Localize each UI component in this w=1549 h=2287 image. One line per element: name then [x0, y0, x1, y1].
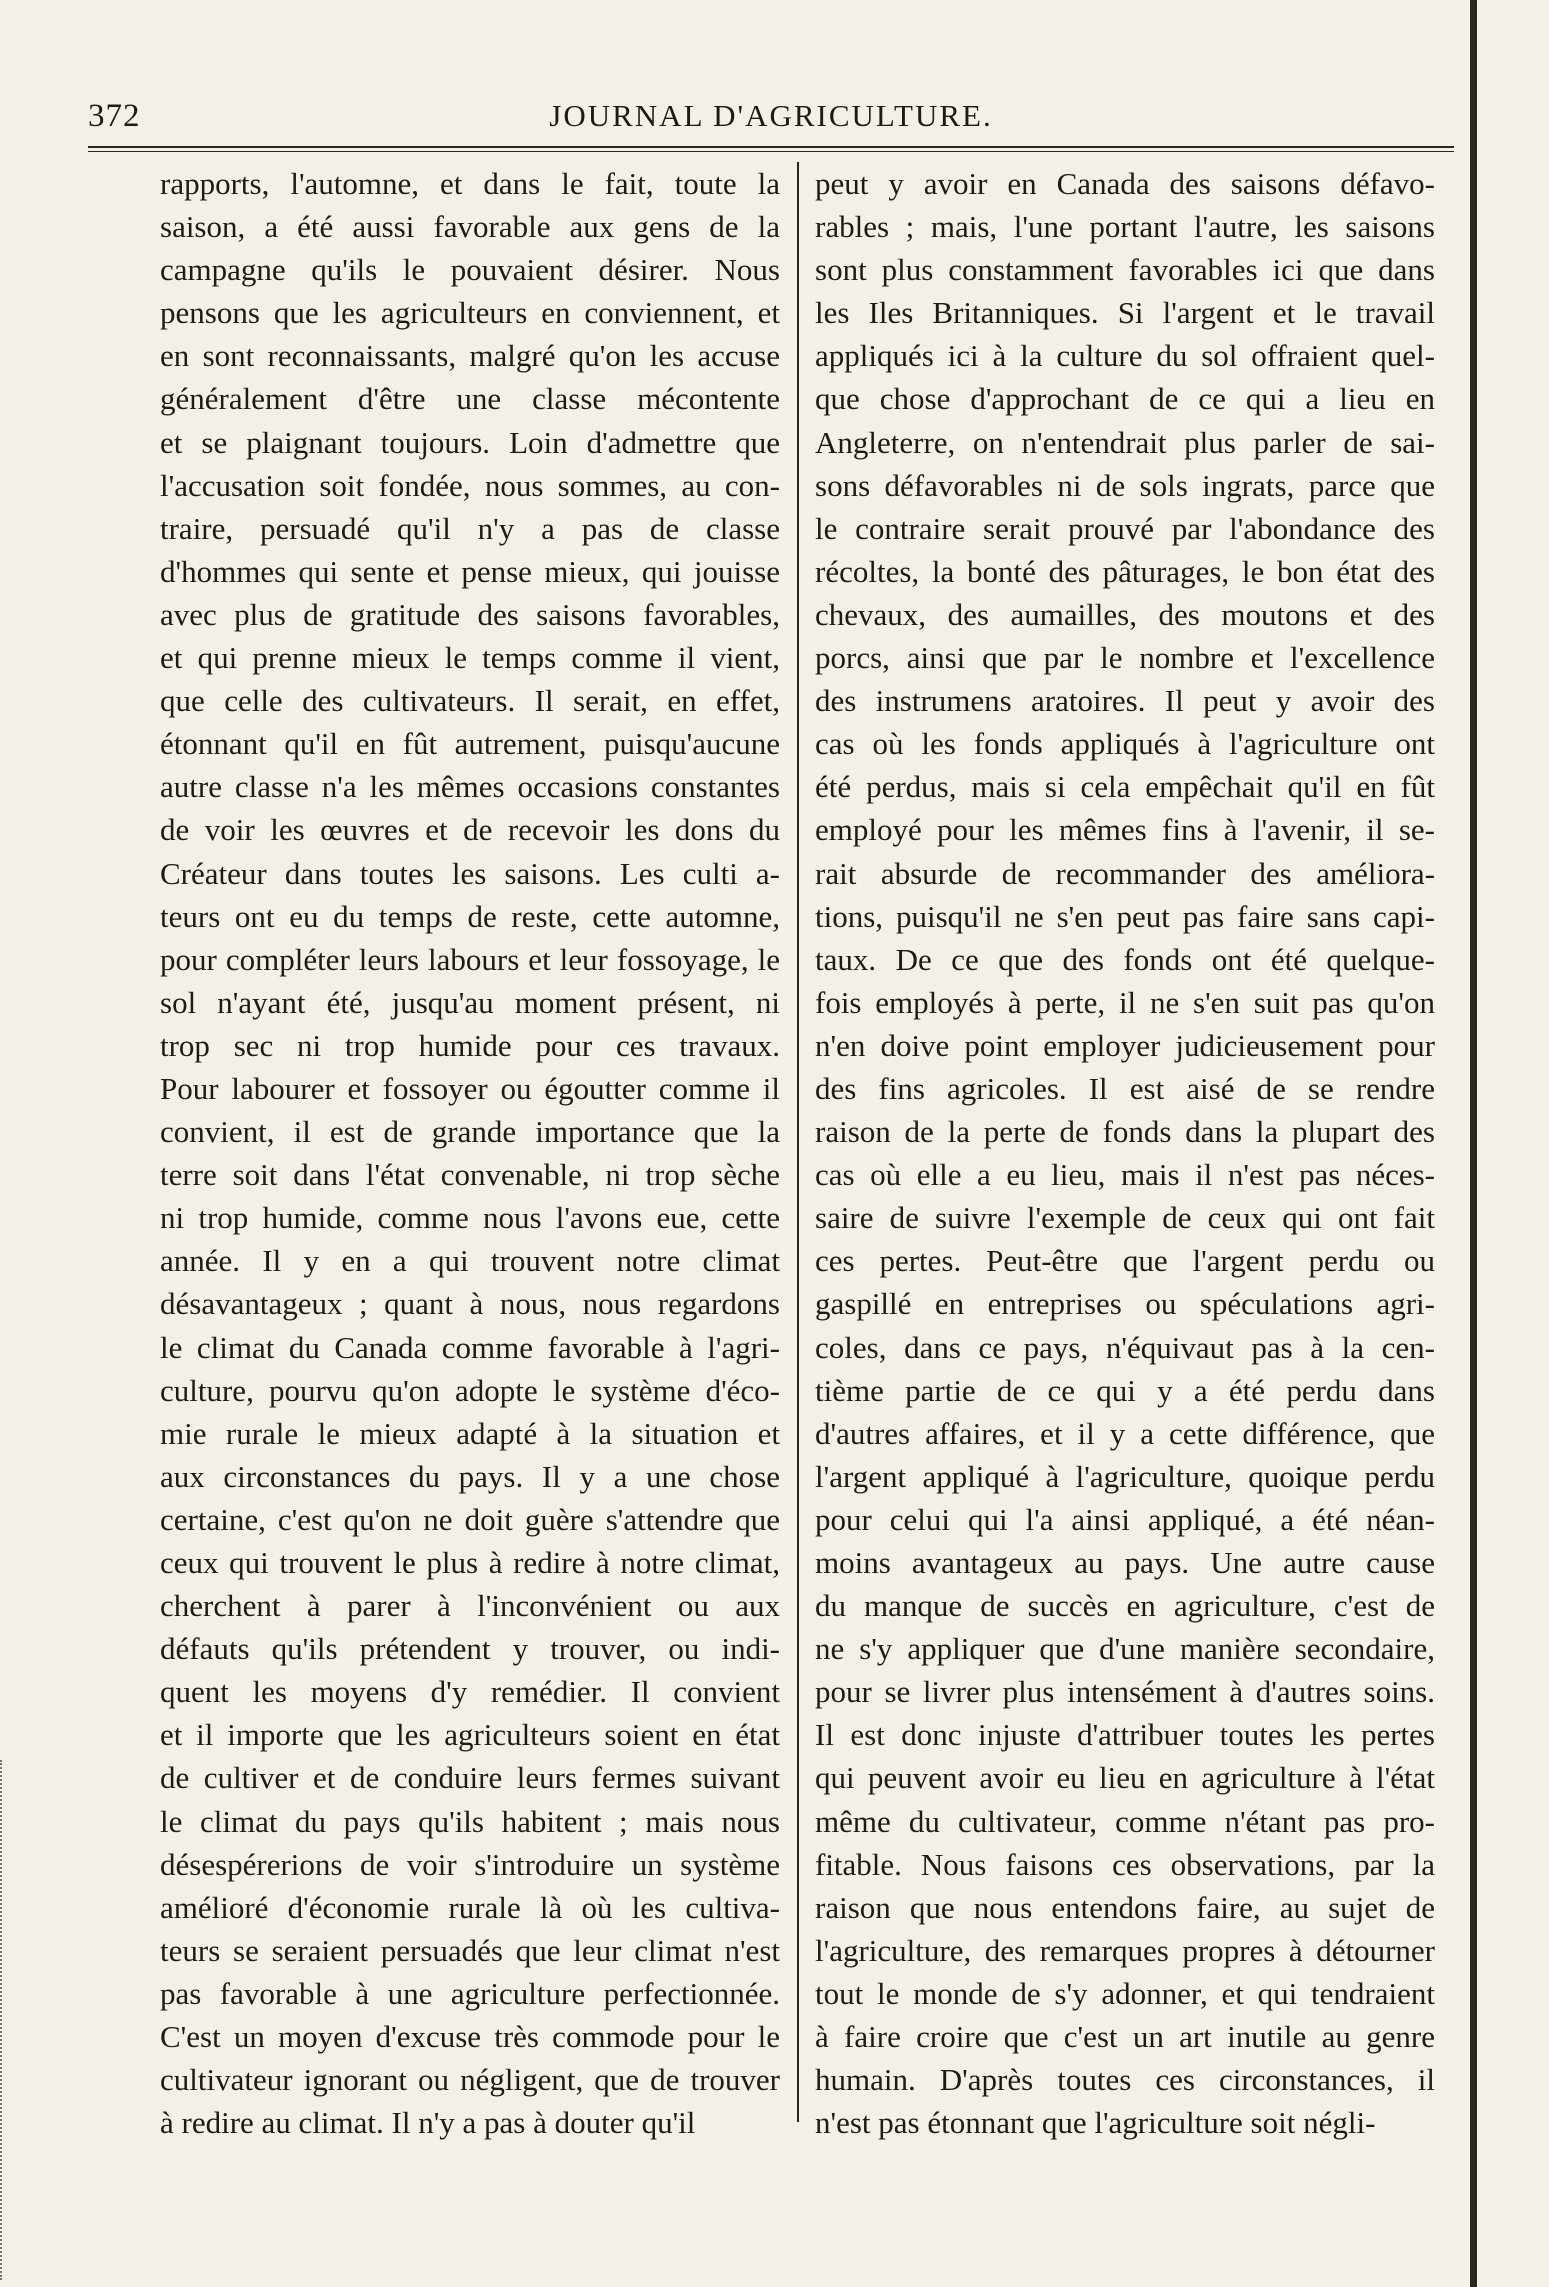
text-line: quent les moyens d'y remédier. Il convient [160, 1674, 780, 1710]
text-line: Angleterre, on n'entendrait plus parler de sai- [815, 424, 1435, 460]
text-line: trop sec ni trop humide pour ces travaux. [160, 1027, 780, 1063]
text-line: porcs, ainsi que par le nombre et l'excellence [815, 640, 1435, 676]
text-line: l'accusation soit fondée, nous sommes, au con- [160, 467, 780, 503]
text-line: rables ; mais, l'une portant l'autre, les saisons [815, 209, 1435, 245]
text-line: peut y avoir en Canada des saisons défavo- [815, 166, 1435, 201]
text-line: ceux qui trouvent le plus à redire à notre climat, [160, 1545, 780, 1580]
text-line: du manque de succès en agriculture, c'est de [815, 1588, 1435, 1624]
text-line: saison, a été aussi favorable aux gens de la [160, 209, 780, 245]
text-line: qui peuvent avoir eu lieu en agriculture à l'état [815, 1760, 1435, 1796]
text-line: saire de suivre l'exemple de ceux qui ont fait [815, 1200, 1435, 1236]
page-edge-border [1470, 0, 1477, 2287]
text-line: même du cultivateur, comme n'étant pas pro- [815, 1803, 1435, 1839]
text-line: humain. D'après toutes ces circonstances, il [815, 2062, 1435, 2098]
text-line: en sont reconnaissants, malgré qu'on les accuse [160, 338, 780, 374]
text-line: l'agriculture, des remarques propres à détourner [815, 1932, 1435, 1968]
text-line: tout le monde de s'y adonner, et qui tendraient [815, 1975, 1435, 2011]
text-line: pensons que les agriculteurs en conviennent, et [160, 295, 780, 331]
running-head: JOURNAL D'AGRICULTURE. [549, 98, 993, 133]
text-line: désespérerions de voir s'introduire un système [160, 1846, 780, 1882]
text-line: été perdus, mais si cela empêchait qu'il en fût [815, 769, 1435, 805]
text-line: C'est un moyen d'excuse très commode pour le [160, 2019, 780, 2055]
text-line: récoltes, la bonté des pâturages, le bon état des [815, 553, 1435, 589]
text-line: culture, pourvu qu'on adopte le système d'éco- [160, 1372, 780, 1408]
text-line: autre classe n'a les mêmes occasions constantes [160, 769, 780, 805]
text-line: tions, puisqu'il ne s'en peut pas faire sans capi- [815, 898, 1435, 934]
page-margin-specks [0, 1760, 16, 2280]
text-line: que chose d'approchant de ce qui a lieu en [815, 381, 1435, 417]
text-line: cherchent à parer à l'inconvénient ou aux [160, 1588, 780, 1624]
text-line: désavantageux ; quant à nous, nous regardons [160, 1286, 780, 1322]
text-line: ni trop humide, comme nous l'avons eue, cette [160, 1200, 780, 1236]
text-line: tième partie de ce qui y a été perdu dans [815, 1372, 1435, 1408]
text-line: teurs ont eu du temps de reste, cette automne, [160, 898, 780, 934]
text-line: coles, dans ce pays, n'équivaut pas à la cen- [815, 1329, 1435, 1365]
text-line: moins avantageux au pays. Une autre cause [815, 1545, 1435, 1580]
text-line: l'argent appliqué à l'agriculture, quoique perdu [815, 1458, 1435, 1494]
text-line: rait absurde de recommander des améliora- [815, 855, 1435, 891]
text-line: certaine, c'est qu'on ne doit guère s'attendre que [160, 1501, 780, 1537]
text-line: et qui prenne mieux le temps comme il vient, [160, 640, 780, 676]
text-line: pour compléter leurs labours et leur fossoyage, le [160, 941, 780, 977]
text-line: le contraire serait prouvé par l'abondance des [815, 510, 1435, 546]
text-line: les Iles Britanniques. Si l'argent et le travail [815, 295, 1435, 331]
text-line: aux circonstances du pays. Il y a une chose [160, 1458, 780, 1494]
text-line: terre soit dans l'état convenable, ni trop sèche [160, 1157, 780, 1193]
left-column [160, 162, 780, 2144]
text-line: ne s'y appliquer que d'une manière secondaire, [815, 1631, 1435, 1667]
text-line: teurs se seraient persuadés que leur climat n'est [160, 1932, 780, 1968]
text-line: cultivateur ignorant ou négligent, que de trouver [160, 2062, 780, 2098]
text-line: mie rurale le mieux adapté à la situation et [160, 1415, 780, 1451]
text-line: fois employés à perte, il ne s'en suit pas qu'on [815, 984, 1435, 1020]
text-line: cas où les fonds appliqués à l'agriculture ont [815, 726, 1435, 762]
text-line: Il est donc injuste d'attribuer toutes les pertes [815, 1717, 1435, 1753]
text-line: que celle des cultivateurs. Il serait, en effet, [160, 683, 780, 719]
text-line: campagne qu'ils le pouvaient désirer. Nous [160, 252, 780, 288]
text-line: généralement d'être une classe mécontente [160, 381, 780, 417]
text-line: année. Il y en a qui trouvent notre climat [160, 1243, 780, 1279]
text-line: pour celui qui l'a ainsi appliqué, a été néan- [815, 1501, 1435, 1537]
text-line: le climat du pays qu'ils habitent ; mais nous [160, 1803, 780, 1839]
column-divider [797, 162, 799, 2122]
text-line: traire, persuadé qu'il n'y a pas de classe [160, 510, 780, 546]
text-line: raison de la perte de fonds dans la plupart des [815, 1114, 1435, 1150]
text-line: des instrumens aratoires. Il peut y avoir des [815, 683, 1435, 719]
text-line: pour se livrer plus intensément à d'autres soins. [815, 1674, 1435, 1710]
text-line: à redire au climat. Il n'y a pas à douter qu'il [160, 2105, 696, 2141]
text-line: n'en doive point employer judicieusement pour [815, 1027, 1435, 1063]
text-line: Créateur dans toutes les saisons. Les culti a- [160, 855, 780, 891]
text-line: avec plus de gratitude des saisons favorables, [160, 596, 780, 632]
text-line: n'est pas étonnant que l'agriculture soit négli- [815, 2105, 1376, 2141]
text-line: appliqués ici à la culture du sol offraient quel- [815, 338, 1435, 374]
text-line: à faire croire que c'est un art inutile au genre [815, 2019, 1435, 2055]
text-line: raison que nous entendons faire, au sujet de [815, 1889, 1435, 1925]
text-line: fitable. Nous faisons ces observations, par la [815, 1846, 1435, 1882]
text-line: d'hommes qui sente et pense mieux, qui jouisse [160, 553, 780, 589]
text-line: de voir les œuvres et de recevoir les dons du [160, 812, 780, 848]
text-line: ces pertes. Peut-être que l'argent perdu ou [815, 1243, 1435, 1279]
header-rule [88, 146, 1454, 152]
text-line: sont plus constamment favorables ici que dans [815, 252, 1435, 288]
text-line: et il importe que les agriculteurs soient en état [160, 1717, 780, 1753]
text-line: gaspillé en entreprises ou spéculations agri- [815, 1286, 1435, 1322]
text-line: et se plaignant toujours. Loin d'admettre que [160, 424, 780, 460]
text-line: étonnant qu'il en fût autrement, puisqu'aucune [160, 726, 780, 762]
text-line: des fins agricoles. Il est aisé de se rendre [815, 1070, 1435, 1106]
text-line: sons défavorables ni de sols ingrats, parce que [815, 467, 1435, 503]
text-line: cas où elle a eu lieu, mais il n'est pas néces- [815, 1157, 1435, 1193]
text-line: de cultiver et de conduire leurs fermes suivant [160, 1760, 780, 1796]
text-line: Pour labourer et fossoyer ou égoutter comme il [160, 1070, 780, 1106]
text-line: chevaux, des aumailles, des moutons et des [815, 596, 1435, 632]
page-number: 372 [88, 98, 141, 134]
right-column [815, 162, 1435, 2144]
text-line: convient, il est de grande importance que la [160, 1114, 780, 1150]
text-line: d'autres affaires, et il y a cette différence, que [815, 1415, 1435, 1451]
text-line: défauts qu'ils prétendent y trouver, ou indi- [160, 1631, 780, 1667]
text-line: employé pour les mêmes fins à l'avenir, il se- [815, 812, 1435, 848]
page-header [88, 98, 1454, 144]
text-line: amélioré d'économie rurale là où les cultiva- [160, 1889, 780, 1925]
text-line: taux. De ce que des fonds ont été quelque- [815, 941, 1435, 977]
text-line: pas favorable à une agriculture perfectionnée. [160, 1975, 780, 2011]
text-line: rapports, l'automne, et dans le fait, toute la [160, 166, 780, 201]
text-line: sol n'ayant été, jusqu'au moment présent, ni [160, 984, 780, 1020]
text-line: le climat du Canada comme favorable à l'agri- [160, 1329, 780, 1365]
